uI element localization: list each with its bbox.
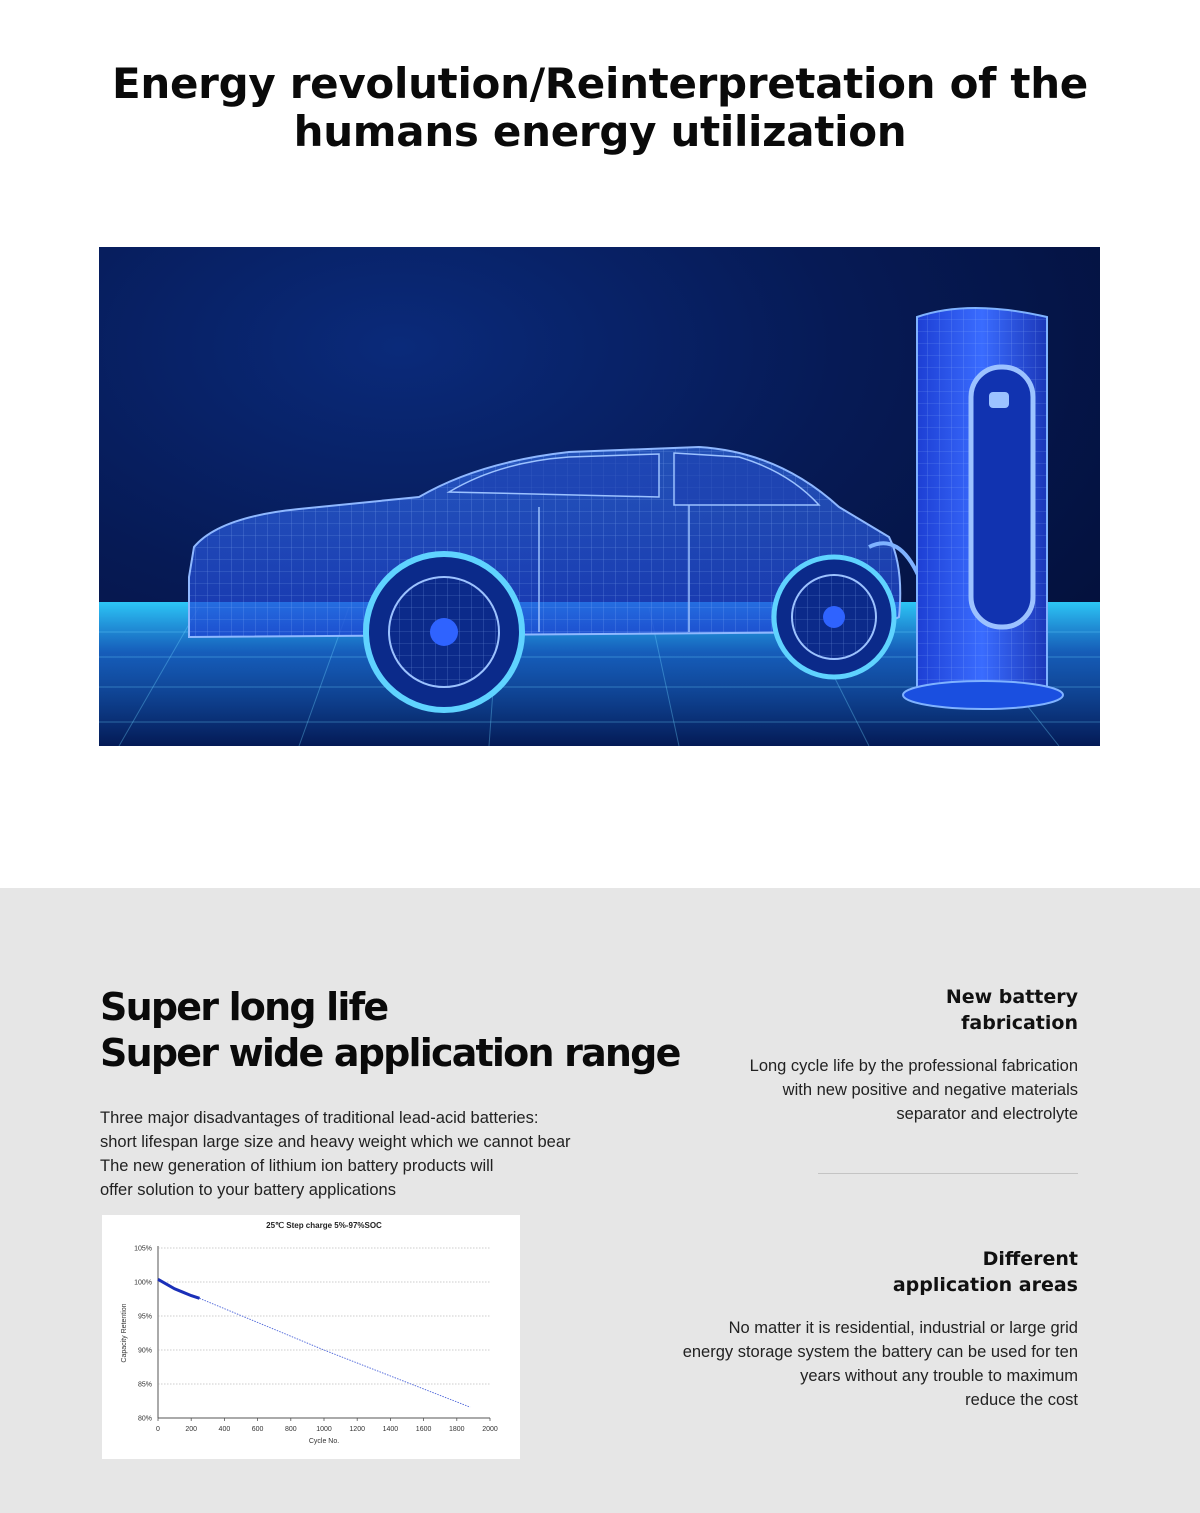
x-tick-label: 2000: [482, 1426, 498, 1433]
y-tick-label: 105%: [134, 1245, 152, 1253]
feature-title: [658, 984, 1078, 1036]
feature-text: [618, 1316, 1078, 1412]
description-line: The new generation of lithium ion battery products will: [100, 1157, 494, 1175]
x-tick-label: 600: [251, 1426, 264, 1433]
feature-title-line: New battery: [945, 986, 1078, 1008]
x-tick-label: 1800: [449, 1426, 465, 1433]
car-charging-illustration: [99, 247, 1100, 746]
section-title: [100, 984, 720, 1076]
feature-divider: [818, 1173, 1078, 1174]
x-tick-label: 800: [284, 1426, 297, 1433]
feature-text-line: No matter it is residential, industrial or large grid: [728, 1319, 1078, 1337]
x-tick-label: 1000: [316, 1426, 332, 1433]
x-tick-label: 200: [185, 1426, 198, 1433]
feature-title-line: Different: [982, 1248, 1078, 1270]
cycle-life-chart-svg: [102, 1215, 520, 1459]
description-line: offer solution to your battery applications: [100, 1181, 396, 1199]
y-tick-label: 85%: [137, 1381, 152, 1389]
y-tick-label: 95%: [137, 1313, 152, 1321]
feature-title: [618, 1246, 1078, 1298]
x-tick-label: 1200: [349, 1426, 365, 1433]
feature-battery-fabrication: [658, 984, 1078, 1126]
feature-text-line: with new positive and negative materials: [782, 1081, 1078, 1099]
feature-application-areas: [618, 1246, 1078, 1412]
x-axis-label: Cycle No.: [308, 1438, 340, 1445]
feature-title-line: application areas: [892, 1274, 1078, 1296]
x-tick-label: 400: [218, 1426, 231, 1433]
projected-series-line: [200, 1298, 471, 1407]
feature-text-line: years without any trouble to maximum: [800, 1367, 1078, 1385]
description-line: Three major disadvantages of traditional lead-acid batteries:: [100, 1109, 539, 1127]
measured-series-line: [158, 1279, 200, 1298]
feature-text-line: energy storage system the battery can be used for ten: [682, 1343, 1078, 1361]
feature-text-line: separator and electrolyte: [896, 1105, 1078, 1123]
charging-station: [903, 308, 1063, 709]
feature-text-line: reduce the cost: [965, 1391, 1078, 1409]
y-axis-label: Capacity Retention: [121, 1303, 128, 1363]
cycle-life-chart: [102, 1215, 520, 1459]
y-tick-label: 100%: [134, 1279, 152, 1287]
chart-title: 25℃ Step charge 5%-97%SOC: [266, 1221, 382, 1230]
feature-title-line: fabrication: [961, 1012, 1078, 1034]
x-tick-label: 0: [156, 1426, 160, 1433]
feature-text: [658, 1054, 1078, 1126]
section-title-line-1: Super long life: [100, 985, 388, 1029]
feature-text-line: Long cycle life by the professional fabrication: [749, 1057, 1078, 1075]
description-line: short lifespan large size and heavy weight which we cannot bear: [100, 1133, 571, 1151]
x-tick-label: 1600: [415, 1426, 432, 1433]
front-wheel: [366, 554, 522, 710]
hero-banner-image: [99, 247, 1100, 746]
hero-title-line-2: humans energy utilization: [293, 107, 907, 156]
hero-title-line-1: Energy revolution/Reinterpretation of the: [112, 59, 1088, 108]
y-tick-label: 90%: [137, 1347, 152, 1355]
section-description: [100, 1106, 700, 1202]
section-title-line-2: Super wide application range: [100, 1031, 680, 1075]
hero-title: [0, 60, 1200, 156]
y-tick-label: 80%: [137, 1415, 152, 1423]
x-tick-label: 1400: [382, 1426, 399, 1433]
rear-wheel: [774, 557, 894, 677]
